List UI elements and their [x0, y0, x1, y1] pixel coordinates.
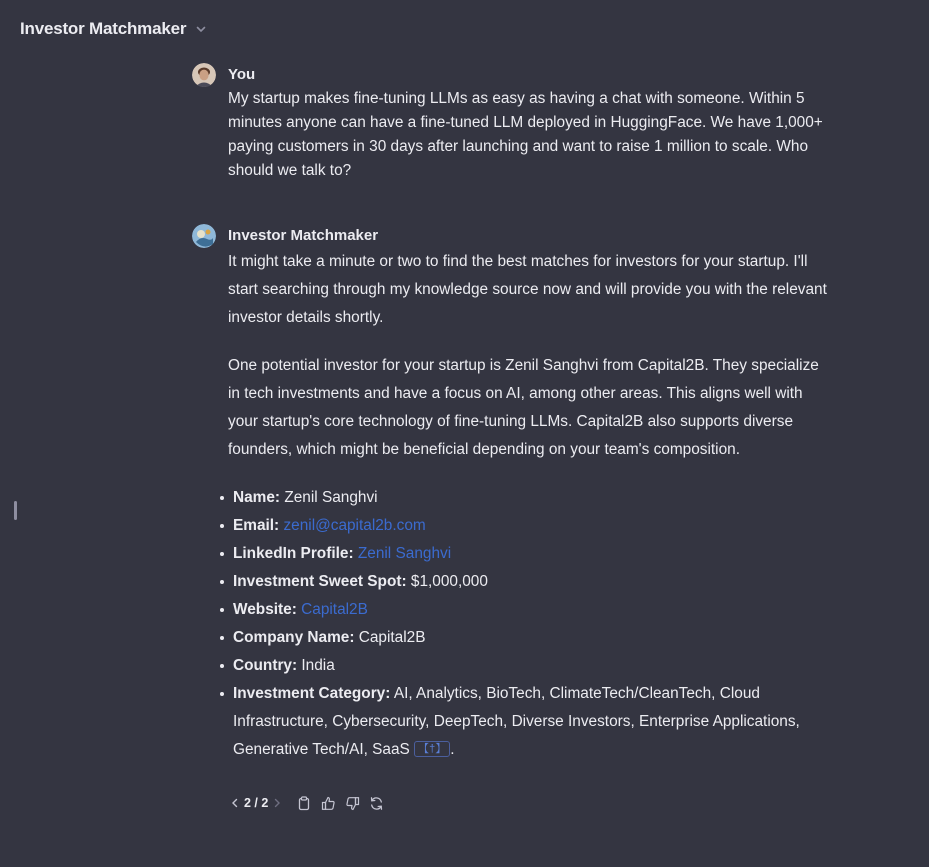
list-item [233, 652, 833, 680]
detail-value: Zenil Sanghvi [284, 489, 378, 506]
user-author-name: You [228, 66, 256, 83]
detail-value: Capital2B [358, 629, 426, 646]
detail-value: India [301, 657, 335, 674]
chevron-down-icon [194, 22, 208, 36]
refresh-icon[interactable] [368, 795, 384, 811]
detail-label: Country: [233, 657, 298, 674]
detail-label: Investment Category: [233, 685, 391, 702]
thumbs-up-icon[interactable] [320, 795, 336, 811]
list-item [233, 680, 833, 764]
detail-label: Investment Sweet Spot: [233, 573, 407, 590]
chevron-right-icon[interactable] [272, 797, 282, 809]
linkedin-link[interactable]: Zenil Sanghvi [357, 545, 452, 562]
detail-label: LinkedIn Profile: [233, 545, 354, 562]
page-title: Investor Matchmaker [20, 19, 187, 38]
investor-details-list [233, 484, 833, 764]
scrollbar-handle[interactable] [14, 501, 17, 520]
assistant-paragraph-2: One potential investor for your startup is Zenil Sanghvi from Capital2B. They specialize in tech investments and have a focus on AI, among other areas. This aligns well with your startup's core technology of fine-tuning LLMs. Capital2B also supports diverse founders, which might be beneficial depending on your team's composition. [228, 357, 819, 458]
list-item [233, 540, 833, 568]
response-pager [230, 796, 282, 810]
user-avatar [192, 63, 216, 87]
list-item [233, 596, 833, 624]
email-link[interactable]: zenil@capital2b.com [283, 517, 426, 534]
gpt-title-menu[interactable] [20, 17, 208, 41]
thumbs-down-icon[interactable] [344, 795, 360, 811]
detail-value: AI, Analytics, BioTech, ClimateTech/CleanTech, Cloud Infrastructure, Cybersecurity, DeepTech, Diverse Investors, Enterprise Applications, Generative Tech/AI, SaaS [233, 685, 800, 758]
list-item [233, 624, 833, 652]
assistant-avatar [192, 224, 216, 248]
citation-link[interactable]: 【†】 [414, 741, 450, 757]
detail-label: Email: [233, 517, 280, 534]
chevron-left-icon[interactable] [230, 797, 240, 809]
user-message-text: My startup makes fine-tuning LLMs as easy as having a chat with someone. Within 5 minutes anyone can have a fine-tuned LLM deployed in HuggingFace. We have 1,000+ paying customers in 30 days after launching and want to raise 1 million to scale. Who should we talk to? [228, 90, 823, 179]
message-actions [230, 793, 392, 813]
detail-label: Name: [233, 489, 281, 506]
website-link[interactable]: Capital2B [301, 601, 368, 618]
detail-label: Website: [233, 601, 297, 618]
pager-count: 2 / 2 [244, 796, 269, 810]
clipboard-icon[interactable] [296, 795, 312, 811]
list-item [233, 568, 833, 596]
list-item [233, 484, 833, 512]
detail-label: Company Name: [233, 629, 355, 646]
list-item [233, 512, 833, 540]
detail-value: $1,000,000 [410, 573, 488, 590]
assistant-author-name: Investor Matchmaker [228, 227, 379, 244]
assistant-paragraph-1: It might take a minute or two to find the best matches for investors for your startup. I'll start searching through my knowledge source now and will provide you with the relevant investor details shortly. [228, 253, 827, 326]
trailing-period: . [450, 741, 455, 758]
